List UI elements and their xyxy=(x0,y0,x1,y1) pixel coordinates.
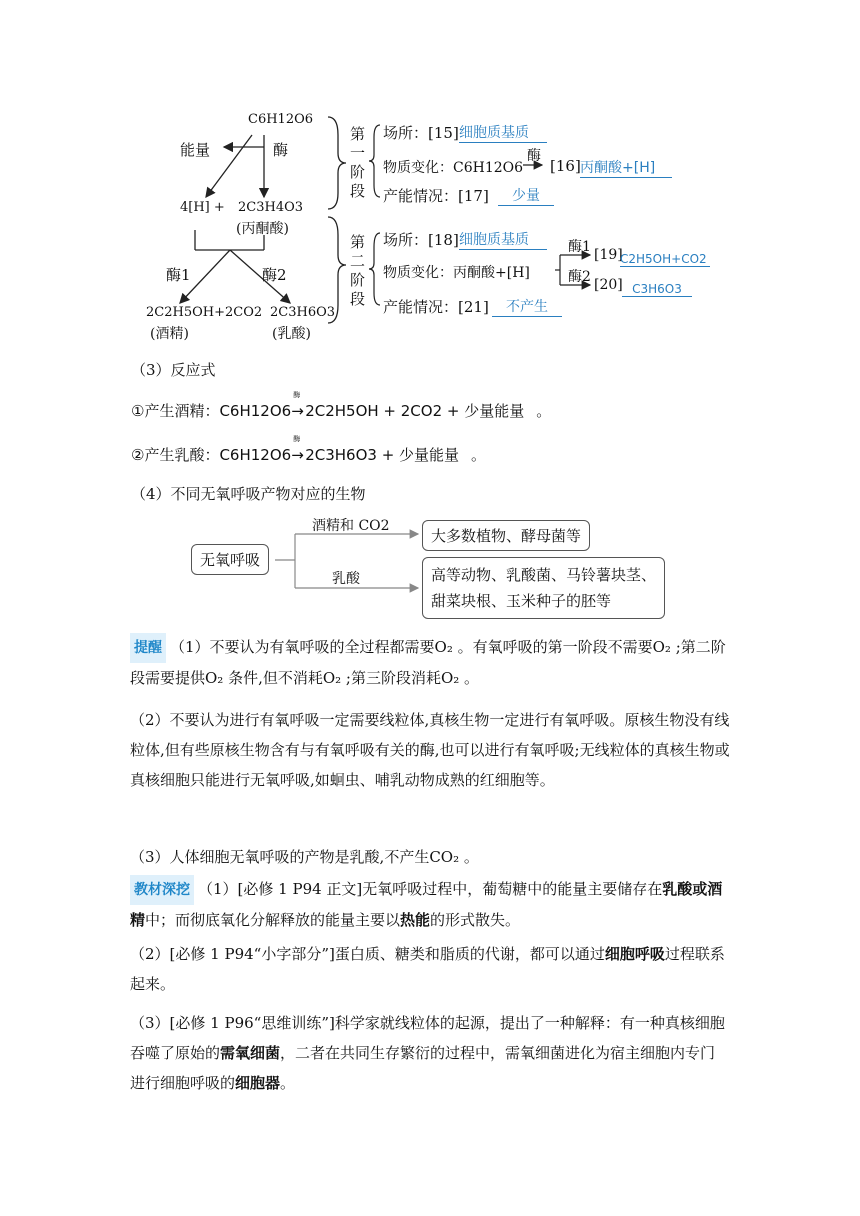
enzyme2-label: 酶2 xyxy=(262,266,287,284)
textbook-p1: 教材深挖 （1）[必修 1 P94 正文]无氧呼吸过程中，葡萄糖中的能量主要储存在乳酸或酒精中；而彻底氧化分解释放的能量主要以热能的形式散失。 xyxy=(130,874,730,935)
s2-energy-answer: 不产生 xyxy=(492,296,562,317)
eq2-lhs: C6H12O6 xyxy=(219,446,292,464)
eq2-end: 。 xyxy=(471,446,487,464)
s2-num19: [19] xyxy=(594,247,623,263)
s1-energy-answer: 少量 xyxy=(498,185,554,206)
s2-answer19: C2H5OH+CO2 xyxy=(620,249,710,267)
eq2-rhs: 2C3H6O3 + 少量能量 xyxy=(305,446,460,464)
stage2-label: 第二阶段 xyxy=(350,233,366,308)
s2-num20: [20] xyxy=(594,277,623,293)
branch1-box: 大多数植物、酵母菌等 xyxy=(422,520,590,551)
textbook-tag: 教材深挖 xyxy=(130,875,194,905)
branch2-label: 乳酸 xyxy=(332,571,360,587)
glucose-label: C6H12O6 xyxy=(248,112,314,127)
s1-enzyme-label: 酶 xyxy=(527,148,541,164)
tips-p1: 提醒 （1）不要认为有氧呼吸的全过程都需要O₂ 。有氧呼吸的第一阶段不需要O₂ ;第二阶段需要提供O₂ 条件,但不消耗O₂ ;第三阶段消耗O₂ 。 xyxy=(130,632,730,693)
eq1-lhs: C6H12O6 xyxy=(219,402,292,420)
s1-place-label: 场所：[15] xyxy=(383,124,459,142)
eq1-rhs: 2C2H5OH + 2CO2 + 少量能量 xyxy=(305,402,525,420)
enzyme1-label: 酶1 xyxy=(166,266,191,284)
lactate-name: (乳酸) xyxy=(272,326,311,342)
sec4-title: （4）不同无氧呼吸产物对应的生物 xyxy=(131,485,366,503)
tips-tag: 提醒 xyxy=(130,633,166,663)
tips-p3: （3）人体细胞无氧呼吸的产物是乳酸,不产生CO₂ 。 xyxy=(130,848,479,866)
s2-answer20: C3H6O3 xyxy=(622,279,692,297)
energy-label: 能量 xyxy=(180,141,211,159)
s2-change-label: 物质变化：丙酮酸+[H] xyxy=(383,265,530,281)
eq1-enzyme: 酶 xyxy=(293,391,301,399)
pyruvate-label: 2C3H4O3 xyxy=(238,200,304,215)
branch1-label: 酒精和 CO2 xyxy=(312,518,390,534)
s2-place-label: 场所：[18] xyxy=(383,231,459,249)
anaerobic-root-box: 无氧呼吸 xyxy=(191,544,269,575)
lactate-equation: 2C3H6O3 xyxy=(270,305,336,320)
eq2-enzyme: 酶 xyxy=(293,435,301,443)
branch2-box xyxy=(422,557,665,619)
branch2-box-line2: 甜菜块根、玉米种子的胚等 xyxy=(431,592,612,610)
textbook-p3: （3）[必修 1 P96“思维训练”]科学家就线粒体的起源，提出了一种解释：有一种真核细胞吞噬了原始的需氧细菌，二者在共同生存繁衍的过程中，需氧细菌进化为宿主细胞内专门进行细胞呼吸的细胞器。 xyxy=(130,1014,725,1092)
branch2-box-line1: 高等动物、乳酸菌、马铃薯块茎、 xyxy=(431,566,657,584)
tips-p2: （2）不要认为进行有氧呼吸一定需要线粒体,真核生物一定进行有氧呼吸。原核生物没有线粒体,但有些原核生物含有与有氧呼吸有关的酶,也可以进行有氧呼吸;无线粒体的真核生物或真核细胞只能进行无氧呼吸,如蛔虫、哺乳动物成熟的红细胞等。 xyxy=(130,711,730,789)
textbook-p2: （2）[必修 1 P94“小字部分”]蛋白质、糖类和脂质的代谢，都可以通过细胞呼吸过程联系起来。 xyxy=(130,945,725,993)
pyruvate-name: (丙酮酸) xyxy=(236,221,289,237)
s1-energy-label: 产能情况：[17] xyxy=(383,187,489,205)
equation-ethanol: ①产生酒精：C6H12O6 酶 →2C2H5OH + 2CO2 + 少量能量 。 xyxy=(131,391,552,420)
enzyme-label: 酶 xyxy=(273,141,289,159)
stage1-label: 第一阶段 xyxy=(350,125,366,200)
s2-enzyme2-label: 酶2 xyxy=(568,269,591,285)
s1-change-answer: 丙酮酸+[H] xyxy=(580,157,672,178)
sec3-title: （3）反应式 xyxy=(131,361,216,379)
s1-change-num: [16] xyxy=(550,157,581,175)
s1-place-answer: 细胞质基质 xyxy=(459,122,547,143)
s2-energy-label: 产能情况：[21] xyxy=(383,298,489,316)
eq2-prefix: ②产生乳酸： xyxy=(131,446,220,464)
ethanol-name: (酒精) xyxy=(150,326,189,342)
s1-change-label: 物质变化：C6H12O6 xyxy=(383,160,524,176)
s2-enzyme1-label: 酶1 xyxy=(568,239,591,255)
eq1-prefix: ①产生酒精： xyxy=(131,402,220,420)
s2-place-answer: 细胞质基质 xyxy=(459,229,547,250)
ethanol-equation: 2C2H5OH+2CO2 xyxy=(146,305,263,320)
equation-lactate: ②产生乳酸：C6H12O6 酶 →2C3H6O3 + 少量能量 。 xyxy=(131,435,487,464)
nadh-label: 4[H] + xyxy=(180,200,225,215)
eq1-end: 。 xyxy=(536,402,552,420)
